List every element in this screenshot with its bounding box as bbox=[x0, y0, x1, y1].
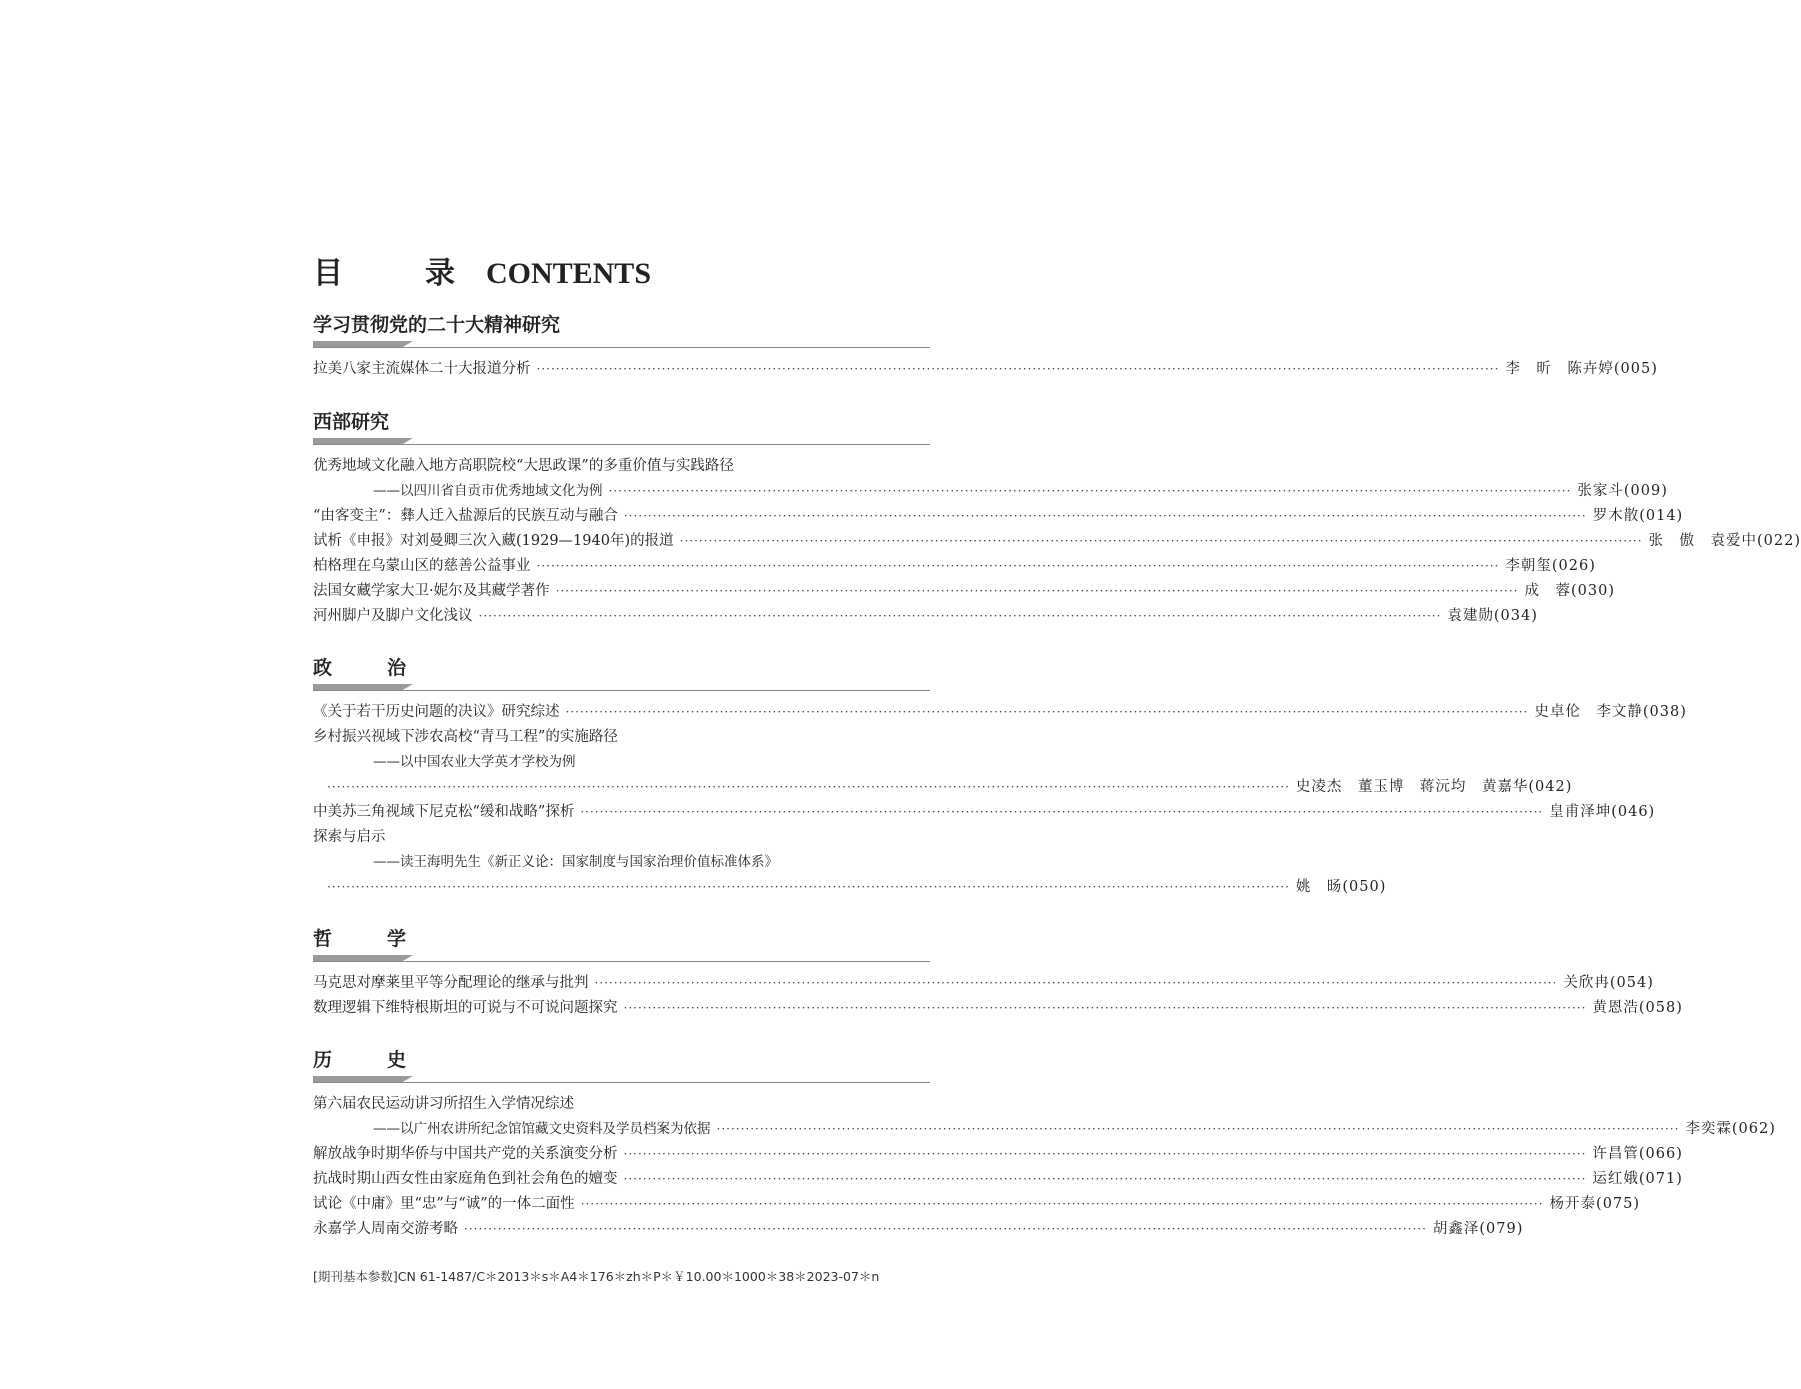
section-divider bbox=[313, 341, 930, 351]
toc-entry[interactable] bbox=[313, 479, 1668, 504]
leader-dots: ········································································································································································································ bbox=[716, 1122, 1680, 1136]
section-title: 西部研究 bbox=[313, 411, 390, 433]
entry-author-page: 李 昕 陈卉婷(005) bbox=[1505, 361, 1658, 377]
entry-title: 柏格理在乌蒙山区的慈善公益事业 bbox=[313, 558, 531, 574]
title-cn: 目 录 bbox=[313, 256, 481, 291]
toc-entry[interactable] bbox=[313, 579, 1615, 604]
leader-dots: ········································································································································································································ bbox=[623, 1147, 1587, 1161]
entry-title: 探索与启示 bbox=[313, 829, 386, 845]
entry-title: 《关于若干历史问题的决议》研究综述 bbox=[313, 704, 560, 720]
entry-title: 乡村振兴视域下涉农高校“青马工程”的实施路径 bbox=[313, 729, 618, 745]
entry-title: 法国女藏学家大卫·妮尔及其藏学著作 bbox=[313, 583, 550, 599]
toc-entry[interactable] bbox=[313, 357, 1658, 382]
entry-author-page: 罗木散(014) bbox=[1592, 508, 1684, 524]
entry-title: 中美苏三角视域下尼克松“缓和战略”探析 bbox=[313, 804, 575, 820]
entry-title: 马克思对摩莱里平等分配理论的继承与批判 bbox=[313, 975, 589, 991]
leader-dots: ········································································································································································································ bbox=[536, 559, 1500, 573]
entry-author-page: 李朝玺(026) bbox=[1505, 558, 1596, 574]
entry-author-page: 张家斗(009) bbox=[1577, 483, 1668, 499]
page-title bbox=[313, 248, 651, 292]
section-history bbox=[313, 1046, 1776, 1242]
entry-title: 河州脚户及脚户文化浅议 bbox=[313, 608, 473, 624]
toc-entry[interactable] bbox=[313, 504, 1684, 529]
entry-title: 第六届农民运动讲习所招生入学情况综述 bbox=[313, 1096, 574, 1112]
entry-author-page: 关欣冉(054) bbox=[1563, 975, 1654, 991]
section-politics bbox=[313, 654, 1687, 900]
journal-parameters: [期刊基本参数]CN 61-1487/C＊2013＊s＊A4＊176＊zh＊P＊￥10.00＊1000＊38＊2023-07＊n bbox=[313, 1269, 880, 1284]
entry-author-page: 成 蓉(030) bbox=[1524, 583, 1615, 599]
entry-author-page: 胡鑫泽(079) bbox=[1432, 1221, 1524, 1237]
toc-entry[interactable] bbox=[313, 1092, 930, 1117]
entry-author-page: 袁建勋(034) bbox=[1447, 608, 1538, 624]
section-title: 政 治 bbox=[313, 657, 425, 679]
entry-author-page: 杨开泰(075) bbox=[1549, 1196, 1641, 1212]
leader-dots: ········································································································································································································ bbox=[608, 484, 1572, 498]
toc-entry[interactable] bbox=[313, 529, 1801, 554]
entry-subtitle: ——以广州农讲所纪念馆馆藏文史资料及学员档案为依据 bbox=[373, 1121, 711, 1137]
toc-entry[interactable] bbox=[313, 996, 1683, 1021]
toc-entry[interactable] bbox=[313, 1217, 1524, 1242]
entry-author-page: 黄恩浩(058) bbox=[1592, 1000, 1683, 1016]
toc-entry[interactable] bbox=[313, 875, 1387, 900]
section-divider bbox=[313, 1076, 930, 1086]
entry-title: 试析《申报》对刘曼卿三次入藏(1929—1940年)的报道 bbox=[313, 533, 674, 549]
section-divider bbox=[313, 438, 930, 448]
entry-author-page: 史凌杰 董玉博 蒋沅均 黄嘉华(042) bbox=[1295, 779, 1573, 795]
section-title: 历 史 bbox=[313, 1049, 425, 1071]
entry-author-page: 姚 旸(050) bbox=[1295, 879, 1387, 895]
toc-entry[interactable] bbox=[313, 700, 1687, 725]
toc-entry[interactable] bbox=[313, 750, 930, 775]
leader-dots: ········································································································································································································ bbox=[555, 584, 1519, 598]
entry-author-page: 运红娥(071) bbox=[1592, 1171, 1683, 1187]
leader-dots: ········································································································································································································ bbox=[565, 705, 1529, 719]
entry-title: 拉美八家主流媒体二十大报道分析 bbox=[313, 361, 531, 377]
section-western-studies bbox=[313, 408, 1801, 629]
leader-dots: ········································································································································································································ bbox=[623, 1001, 1587, 1015]
entry-author-page: 李奕霖(062) bbox=[1685, 1121, 1776, 1137]
section-divider bbox=[313, 684, 930, 694]
entry-title: 解放战争时期华侨与中国共产党的关系演变分析 bbox=[313, 1146, 618, 1162]
toc-entry[interactable] bbox=[313, 1167, 1683, 1192]
toc-entry[interactable] bbox=[313, 725, 930, 750]
leader-dots: ········································································································································································································ bbox=[679, 534, 1643, 548]
leader-dots: ········································································································································································································ bbox=[536, 362, 1500, 376]
leader-dots: ········································································································································································································ bbox=[327, 780, 1290, 794]
entry-title: “由客变主”：彝人迁入盐源后的民族互动与融合 bbox=[313, 508, 618, 524]
toc-entry[interactable] bbox=[313, 825, 930, 850]
leader-dots: ········································································································································································································ bbox=[327, 880, 1290, 894]
entry-author-page: 史卓伦 李文静(038) bbox=[1534, 704, 1687, 720]
toc-entry[interactable] bbox=[313, 1142, 1683, 1167]
toc-entry[interactable] bbox=[313, 850, 930, 875]
toc-entry[interactable] bbox=[313, 604, 1538, 629]
leader-dots: ········································································································································································································ bbox=[580, 1197, 1544, 1211]
toc-entry[interactable] bbox=[313, 775, 1573, 800]
entry-author-page: 张 傲 袁爱中(022) bbox=[1648, 533, 1801, 549]
entry-title: 永嘉学人周南交游考略 bbox=[313, 1221, 458, 1237]
toc-entry[interactable] bbox=[313, 454, 930, 479]
toc-entry[interactable] bbox=[313, 554, 1596, 579]
toc-entry[interactable] bbox=[313, 971, 1654, 996]
entry-title: 数理逻辑下维特根斯坦的可说与不可说问题探究 bbox=[313, 1000, 618, 1016]
section-philosophy bbox=[313, 925, 1683, 1021]
leader-dots: ········································································································································································································ bbox=[464, 1222, 1427, 1236]
section-title: 哲 学 bbox=[313, 928, 425, 950]
entry-title: 优秀地域文化融入地方高职院校“大思政课”的多重价值与实践路径 bbox=[313, 458, 734, 474]
entry-subtitle: ——以四川省自贡市优秀地域文化为例 bbox=[373, 483, 603, 499]
section-title: 学习贯彻党的二十大精神研究 bbox=[313, 314, 561, 336]
leader-dots: ········································································································································································································ bbox=[478, 609, 1442, 623]
section-divider bbox=[313, 955, 930, 965]
entry-subtitle: ——以中国农业大学英才学校为例 bbox=[373, 754, 576, 770]
leader-dots: ········································································································································································································ bbox=[623, 509, 1587, 523]
toc-entry[interactable] bbox=[313, 800, 1656, 825]
toc-entry[interactable] bbox=[313, 1192, 1641, 1217]
entry-title: 抗战时期山西女性由家庭角色到社会角色的嬗变 bbox=[313, 1171, 618, 1187]
entry-subtitle: ——读王海明先生《新正义论：国家制度与国家治理价值标准体系》 bbox=[373, 854, 778, 870]
entry-author-page: 皇甫泽坤(046) bbox=[1549, 804, 1656, 820]
title-en: CONTENTS bbox=[485, 257, 651, 290]
leader-dots: ········································································································································································································ bbox=[623, 1172, 1587, 1186]
leader-dots: ········································································································································································································ bbox=[594, 976, 1558, 990]
toc-entry[interactable] bbox=[313, 1117, 1776, 1142]
section-party-congress bbox=[313, 311, 1658, 382]
leader-dots: ········································································································································································································ bbox=[580, 805, 1544, 819]
entry-author-page: 许昌管(066) bbox=[1592, 1146, 1683, 1162]
entry-title: 试论《中庸》里“忠”与“诚”的一体二面性 bbox=[313, 1196, 575, 1212]
